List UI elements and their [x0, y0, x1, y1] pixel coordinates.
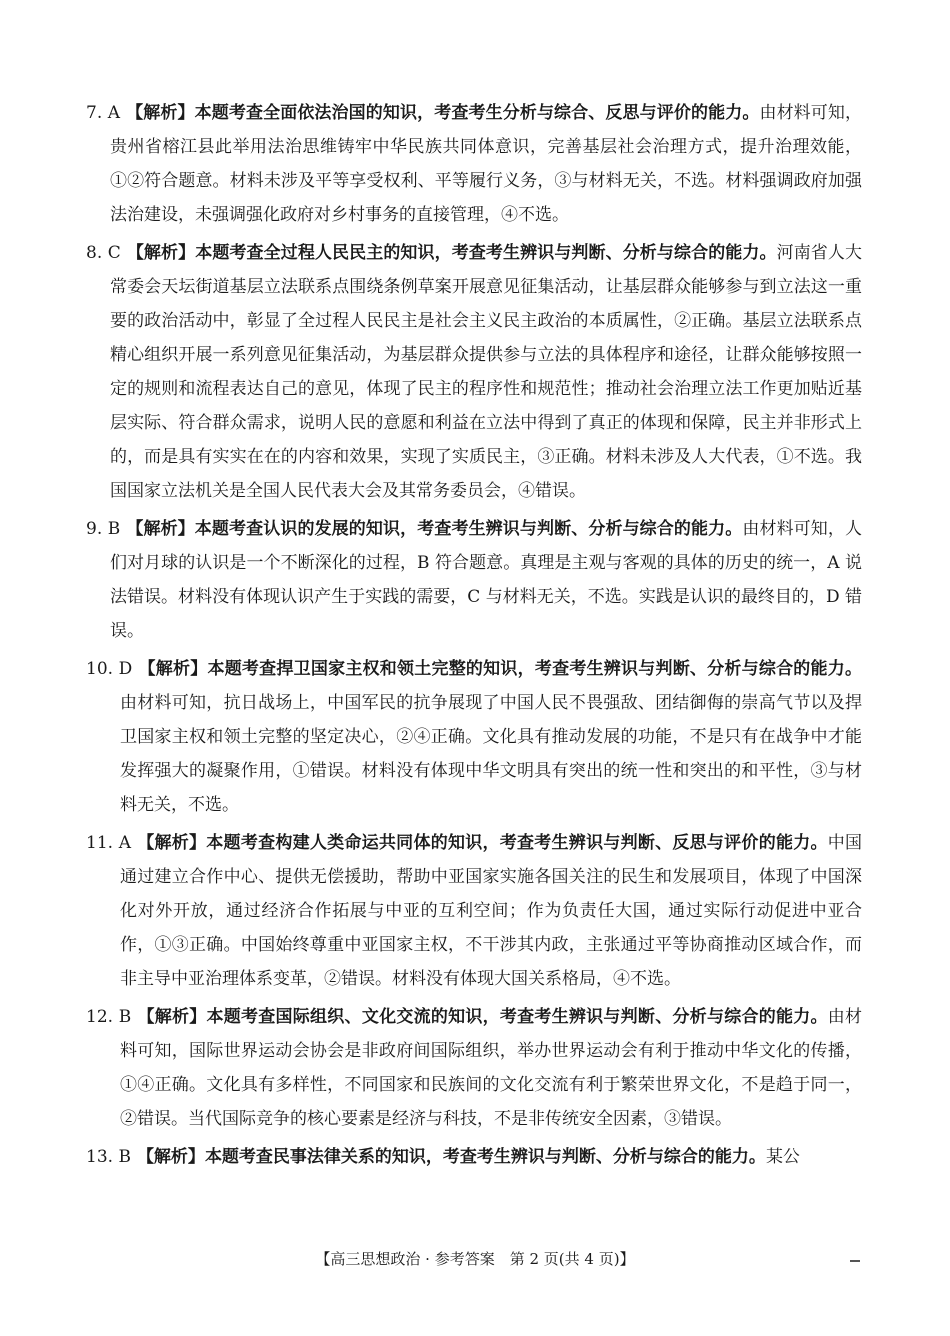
answer-item-11: [86, 826, 862, 996]
answer-item-9: [86, 512, 862, 648]
answer-number: 12. B: [86, 1007, 132, 1027]
analysis-body: 由材料可知，人们对月球的认识是一个不断深化的过程，B 符合题意。真理是主观与客观的具体的历史的统一，A 说法错误。材料没有体现认识产生于实践的需要，C 与材料无关，不选。实践是认识的最终目的，D 错误。: [110, 519, 863, 641]
analysis-tag: 【解析】: [126, 519, 195, 539]
footer-mark: [850, 1260, 860, 1262]
answer-list: [86, 96, 862, 1178]
analysis-intro: 本题考查构建人类命运共同体的知识，考查考生辨识与判断、反思与评价的能力。: [206, 833, 828, 853]
analysis-intro: 本题考查全面依法治国的知识，考查考生分析与综合、反思与评价的能力。: [194, 103, 760, 123]
answer-number: 7. A: [86, 103, 121, 123]
analysis-intro: 本题考查民事法律关系的知识，考查考生辨识与判断、分析与综合的能力。: [204, 1147, 766, 1167]
answer-item-7: [86, 96, 862, 232]
analysis-intro: 本题考查认识的发展的知识，考查考生辨识与判断、分析与综合的能力。: [194, 519, 743, 539]
answer-number: 9. B: [86, 519, 121, 539]
analysis-tag: 【解析】: [137, 1007, 207, 1027]
answer-number: 13. B: [86, 1147, 131, 1167]
answer-number: 11. A: [86, 833, 131, 853]
analysis-body: 由材料可知，国际世界运动会协会是非政府间国际组织，举办世界运动会有利于推动中华文化的传播，①④正确。文化具有多样性，不同国家和民族间的文化交流有利于繁荣世界文化，不是趋于同一，②错误。当代国际竞争的核心要素是经济与科技，不是非传统安全因素，③错误。: [120, 1007, 863, 1129]
analysis-tag: 【解析】: [136, 833, 207, 853]
analysis-body: 中国通过建立合作中心、提供无偿援助，帮助中亚国家实施各国关注的民生和发展项目，体现了中国深化对外开放，通过经济合作拓展与中亚的互利空间；作为负责任大国，通过实际行动促进中亚合作，①③正确。中国始终尊重中亚国家主权，不干涉其内政，主张通过平等协商推动区域合作，而非主导中亚治理体系变革，②错误。材料没有体现大国关系格局，④不选。: [120, 833, 863, 989]
analysis-body: 某公: [765, 1147, 800, 1167]
answer-number: 10. D: [86, 659, 133, 679]
answer-item-10: [86, 652, 862, 822]
analysis-intro: 本题考查国际组织、文化交流的知识，考查考生辨识与判断、分析与综合的能力。: [206, 1007, 828, 1027]
analysis-tag: 【解析】: [126, 243, 196, 263]
answer-item-13: [86, 1140, 862, 1174]
analysis-body: 河南省人大常委会天坛街道基层立法联系点围绕条例草案开展意见征集活动，让基层群众能够参与到立法这一重要的政治活动中，彰显了全过程人民民主是社会主义民主政治的本质属性，②正确。基层立法联系点精心组织开展一系列意见征集活动，为基层群众提供参与立法的具体程序和途径，让群众能够按照一定的规则和流程表达自己的意见，体现了民主的程序性和规范性；推动社会治理立法工作更加贴近基层实际、符合群众需求，说明人民的意愿和利益在立法中得到了真正的体现和保障，民主并非形式上的，而是具有实实在在的内容和效果，实现了实质民主，③正确。材料未涉及人大代表，①不选。我国国家立法机关是全国人民代表大会及其常务委员会，④错误。: [110, 243, 863, 501]
analysis-body: 由材料可知，贵州省榕江县此举用法治思维铸牢中华民族共同体意识，完善基层社会治理方式，提升治理效能，①②符合题意。材料未涉及平等享受权利、平等履行义务，③与材料无关，不选。材料强调政府加强法治建设，未强调强化政府对乡村事务的直接管理，④不选。: [110, 103, 863, 225]
analysis-tag: 【解析】: [136, 1147, 205, 1167]
analysis-tag: 【解析】: [138, 659, 208, 679]
answer-number: 8. C: [86, 243, 121, 263]
answer-item-8: [86, 236, 862, 508]
page-footer: 【高三思想政治 · 参考答案 第 2 页(共 4 页)】: [315, 1250, 635, 1268]
analysis-body: 由材料可知，抗日战场上，中国军民的抗争展现了中国人民不畏强敌、团结御侮的崇高气节以及捍卫国家主权和领土完整的坚定决心，②④正确。文化具有推动发展的功能，不是只有在战争中才能发挥强大的凝聚作用，①错误。材料没有体现中华文明具有突出的统一性和突出的和平性，③与材料无关，不选。: [120, 693, 862, 815]
analysis-tag: 【解析】: [126, 103, 195, 123]
answer-item-12: [86, 1000, 862, 1136]
analysis-intro: 本题考查捍卫国家主权和领土完整的知识，考查考生辨识与判断、分析与综合的能力。: [207, 659, 863, 679]
analysis-intro: 本题考查全过程人民民主的知识，考查考生辨识与判断、分析与综合的能力。: [195, 243, 777, 263]
